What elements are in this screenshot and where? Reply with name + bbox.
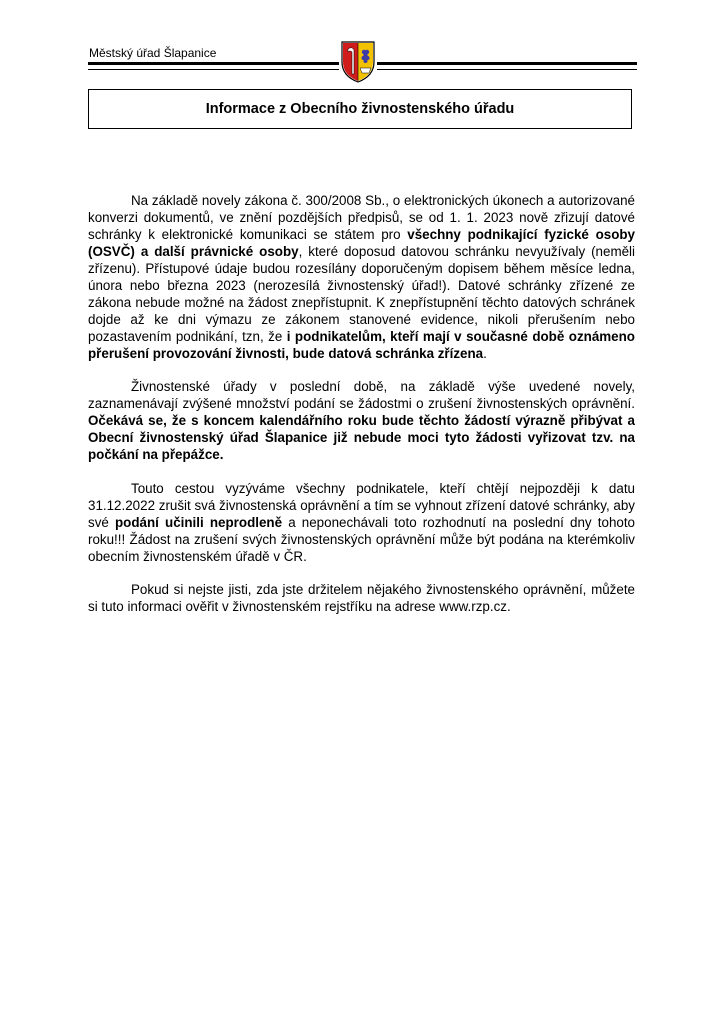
paragraph-4 (88, 581, 635, 615)
paragraph-4-text: Pokud si nejste jisti, zda jste držitelem nějakého živnostenského oprávnění, můžete si tuto informaci ověřit v živnostenském rejstříku na adrese www.rzp.cz. (88, 582, 635, 614)
paragraph-1-bold-a: všechny podnikající fyzické osoby (OSVČ) a další právnické osoby (88, 227, 636, 259)
paragraph-1-text-a: Na základě novely zákona č. 300/2008 Sb., o elektronických úkonech a autorizované konverzi dokumentů, ve znění pozdějších předpisů, se od 1. 1. 2023 nově zřizují datové schránky k elektronické komunikaci se státem pro (88, 193, 635, 242)
paragraph-1-text-c: . (483, 346, 487, 361)
paragraph-3-text-a: Touto cestou vyzýváme všechny podnikatele, kteří chtějí nejpozději k datu 31.12.2022 zrušit svá živnostenská oprávnění a tím se vyhnout zřízení datové schránky, aby své (88, 481, 635, 530)
coat-of-arms-icon (339, 40, 377, 84)
paragraph-3-text-b: a neponechávali toto rozhodnutí na poslední dny tohoto roku!!! Žádost na zrušení svých živnostenských oprávnění může být podána na kterémkoliv obecním živnostenském úřadě v ČR. (88, 515, 636, 564)
document-title: Informace z Obecního živnostenského úřadu (88, 89, 632, 129)
office-name: Městský úřad Šlapanice (89, 46, 217, 60)
paragraph-3 (88, 480, 635, 565)
document-body (88, 192, 635, 631)
paragraph-2-text: Živnostenské úřady v poslední době, na základě výše uvedené novely, zaznamenávají zvýšené množství podání se žádostmi o zrušení živnostenských oprávnění. (88, 379, 635, 411)
paragraph-3-bold: podání učinili neprodleně (115, 515, 283, 530)
paragraph-1-text-b: , které doposud datovou schránku nevyužívaly (neměli zřízenu). Přístupové údaje budou rozesílány doporučeným dopisem během měsíce ledna, února nebo března 2023 (nerozesílá živnostenský úřad!). Datové schránky zřízené ze zákona nebude možné na žádost znepřístupnit. K znepřístupnění těchto datových schránek dojde až ke dni výmazu ze zákonem stanovené evidence, nikoli přerušením nebo pozastavením podnikání, tzn, že (88, 244, 636, 344)
paragraph-2 (88, 378, 635, 463)
paragraph-1-bold-b: i podnikatelům, kteří mají v současné době oznámeno přerušení provozování živnosti, bude datová schránka zřízena (88, 329, 635, 361)
paragraph-1 (88, 192, 635, 362)
paragraph-2-bold: Očekává se, že s koncem kalendářního roku bude těchto žádostí výrazně přibývat a Obecní živnostenský úřad Šlapanice již nebude moci tyto žádosti vyřizovat tzv. na počkání na přepážce. (88, 413, 635, 462)
